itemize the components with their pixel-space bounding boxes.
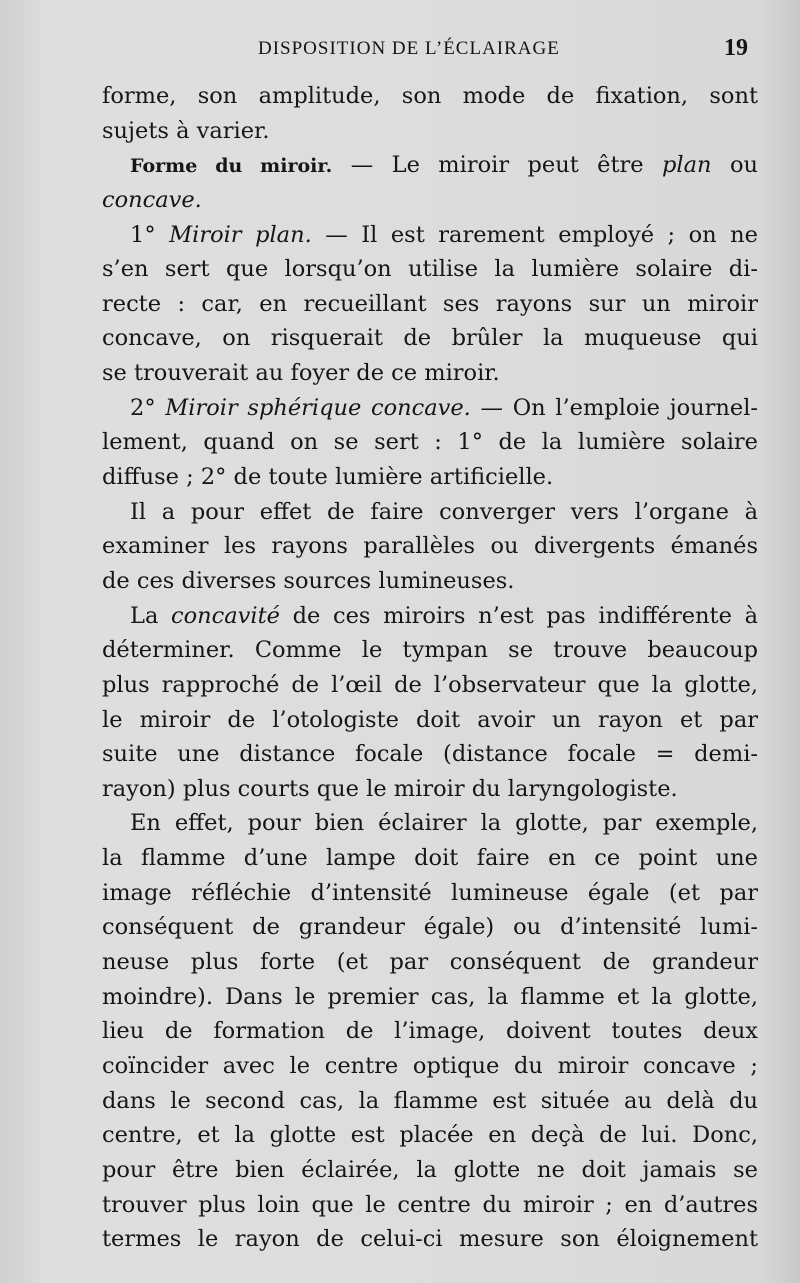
text-line: déterminer. Comme le tympan se trouve beaucoup bbox=[102, 637, 758, 664]
text-line: Forme du miroir. — Le miroir peut être plan ou bbox=[130, 152, 758, 179]
running-head bbox=[0, 35, 800, 64]
text-line: termes le rayon de celui-ci mesure son éloignement bbox=[102, 1226, 758, 1253]
text-line: plus rapproché de l’œil de l’observateur que la glotte, bbox=[102, 671, 758, 698]
text-line: En effet, pour bien éclairer la glotte, par exemple, bbox=[130, 810, 758, 837]
text-line: examiner les rayons parallèles ou divergents émanés bbox=[102, 533, 758, 560]
text-line: centre, et la glotte est placée en deçà de lui. Donc, bbox=[102, 1122, 758, 1149]
text-line: la flamme d’une lampe doit faire en ce point une bbox=[102, 845, 758, 872]
text-line: trouver plus loin que le centre du miroir ; en d’autres bbox=[102, 1191, 758, 1218]
text-line: diffuse ; 2° de toute lumière artificielle. bbox=[102, 464, 554, 491]
text-line: pour être bien éclairée, la glotte ne doit jamais se bbox=[102, 1156, 758, 1183]
text-line: Il a pour effet de faire converger vers l’organe à bbox=[130, 498, 758, 525]
text-line: neuse plus forte (et par conséquent de grandeur bbox=[102, 949, 758, 976]
text-line: dans le second cas, la flamme est située au delà du bbox=[102, 1087, 758, 1114]
text-line: image réfléchie d’intensité lumineuse égale (et par bbox=[102, 879, 758, 906]
text-line: recte : car, en recueillant ses rayons sur un miroir bbox=[102, 290, 758, 317]
text-line: lement, quand on se sert : 1° de la lumière solaire bbox=[102, 429, 758, 456]
text-line: suite une distance focale (distance focale = demi- bbox=[102, 741, 758, 768]
section-heading: Forme du miroir. bbox=[130, 155, 333, 178]
subheading: Miroir sphérique concave. bbox=[165, 394, 471, 421]
text-line: rayon) plus courts que le miroir du laryngologiste. bbox=[102, 775, 678, 802]
text-line: coïncider avec le centre optique du miroir concave ; bbox=[102, 1052, 758, 1079]
text-line: se trouverait au foyer de ce miroir. bbox=[102, 360, 500, 387]
text-line: 2° Miroir sphérique concave. — On l’emploie journel- bbox=[130, 394, 758, 421]
text-line: La concavité de ces miroirs n’est pas indifférente à bbox=[130, 602, 758, 629]
text-line: conséquent de grandeur égale) ou d’intensité lumi- bbox=[102, 914, 758, 941]
subheading: Miroir plan. bbox=[169, 221, 312, 248]
text-line: s’en sert que lorsqu’on utilise la lumière solaire di- bbox=[102, 256, 758, 283]
text-line: concave. bbox=[102, 186, 202, 213]
page-number: 19 bbox=[724, 35, 748, 61]
text-line: de ces diverses sources lumineuses. bbox=[102, 567, 515, 594]
body-text bbox=[102, 79, 758, 1257]
text-line: le miroir de l’otologiste doit avoir un rayon et par bbox=[102, 706, 758, 733]
text-line: lieu de formation de l’image, doivent toutes deux bbox=[102, 1018, 758, 1045]
text-line: sujets à varier. bbox=[102, 117, 270, 144]
text-line: concave, on risquerait de brûler la muqueuse qui bbox=[102, 325, 758, 352]
running-title: DISPOSITION DE L’ÉCLAIRAGE bbox=[258, 38, 560, 59]
text-line: 1° Miroir plan. — Il est rarement employé ; on ne bbox=[130, 221, 758, 248]
text-line: forme, son amplitude, son mode de fixation, sont bbox=[102, 83, 758, 109]
text-line: moindre). Dans le premier cas, la flamme et la glotte, bbox=[102, 983, 758, 1010]
